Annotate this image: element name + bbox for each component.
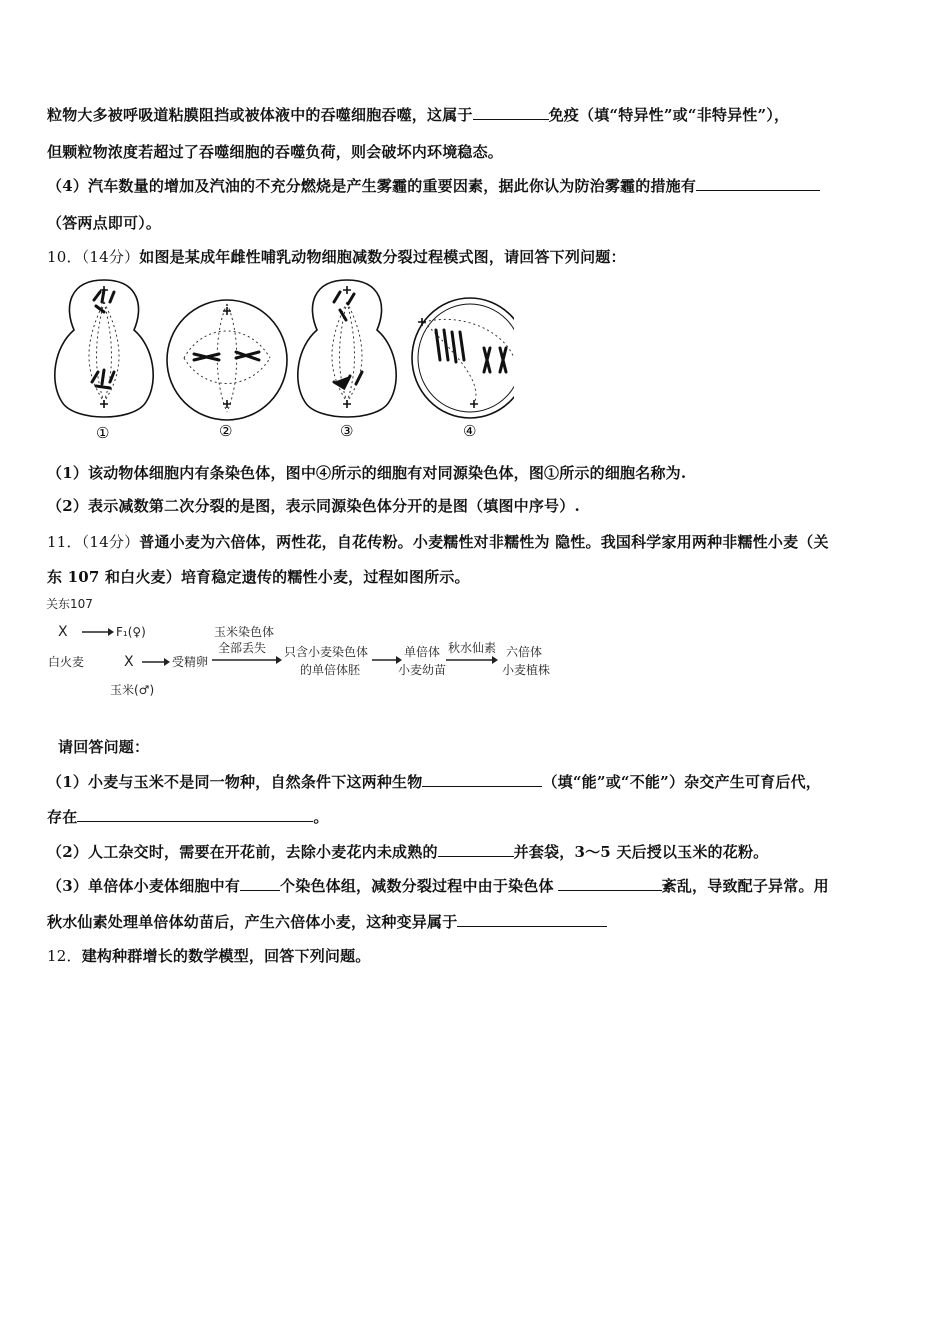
hexaploid-plant-a: 六倍体 [506, 645, 543, 659]
question-11-sub-3b: 秋水仙素处理单倍体幼苗后，产生六倍体小麦，这种变异属于 [47, 911, 607, 932]
question-12-stem: 12．建构种群增长的数学模型，回答下列问题。 [47, 947, 371, 965]
cross-symbol-2: X [124, 654, 134, 670]
question-11-stem-a: 11．（14分）普通小麦为六倍体，两性花，自花传粉。小麦糯性对非糯性为 隐性。我国科学家用两种非糯性小麦（关 [47, 533, 829, 551]
parent-baihuomai: 白火麦 [48, 655, 85, 669]
answer-blank[interactable] [696, 176, 820, 191]
answer-blank[interactable] [422, 772, 542, 787]
meiosis-cell-figure [44, 272, 514, 447]
question-4: （4）汽车数量的增加及汽油的不充分燃烧是产生雾霾的重要因素，据此你认为防治雾霾的措施有 [47, 175, 820, 196]
cross-symbol-1: X [58, 624, 68, 640]
parent-guandong-107: 关东107 [46, 597, 93, 611]
haploid-embryo-b: 的单倍体胚 [300, 663, 361, 677]
question-11-prompt: 请回答问题： [58, 738, 150, 756]
question-10-stem: 10．（14分）如图是某成年雌性哺乳动物细胞减数分裂过程模式图，请回答下列问题： [47, 248, 626, 266]
answer-blank[interactable] [558, 876, 662, 891]
question-10-sub-2: （2）表示减数第二次分裂的是图，表示同源染色体分开的是图（填图中序号）. [47, 497, 580, 515]
step-corn-chromosome-a: 玉米染色体 [214, 625, 275, 639]
hexaploid-plant-b: 小麦植株 [502, 663, 551, 677]
cell-label-4: ④ [463, 422, 477, 440]
question-11-stem-b: 东 107 和白火麦）培育稳定遗传的糯性小麦，过程如图所示。 [47, 568, 470, 586]
question-11-sub-3a: （3）单倍体小麦体细胞中有 个染色体组，减数分裂过程中由于染色体 紊乱，导致配子异常。用 [47, 877, 829, 895]
cell-label-1: ① [96, 424, 110, 442]
corn-male: 玉米(♂) [110, 683, 155, 697]
para-line-1: 粒物大多被呼吸道粘膜阻挡或被体液中的吞噬细胞吞噬，这属于 免疫（填“特异性”或“非特异性”）， [47, 106, 790, 124]
answer-blank[interactable] [240, 876, 280, 891]
question-11-sub-1b: 存在 。 [47, 808, 329, 826]
question-10-sub-1: （1）该动物体细胞内有条染色体，图中④所示的细胞有对同源染色体，图①所示的细胞名称为. [47, 464, 687, 482]
answer-blank[interactable] [438, 842, 514, 857]
haploid-seedling-a: 单倍体 [404, 645, 441, 659]
question-11-sub-1a: （1）小麦与玉米不是同一物种，自然条件下这两种生物 （填“能”或“不能”）杂交产生可育后代， [47, 773, 821, 791]
cell-label-2: ② [219, 422, 233, 440]
cell-label-3: ③ [340, 422, 354, 440]
answer-blank[interactable] [77, 807, 313, 822]
f1-female: F₁(♀) [116, 625, 146, 639]
breeding-flow-diagram [44, 596, 564, 704]
answer-blank[interactable] [473, 105, 549, 120]
haploid-seedling-b: 小麦幼苗 [398, 663, 447, 677]
step-corn-chromosome-b: 全部丢失 [218, 641, 267, 655]
question-4-tail: （答两点即可）。 [47, 214, 162, 232]
answer-blank[interactable] [457, 912, 607, 927]
zygote: 受精卵 [172, 655, 209, 669]
para-line-2: 但颗粒物浓度若超过了吞噬细胞的吞噬负荷，则会破坏内环境稳态。 [47, 143, 504, 161]
step-colchicine: 秋水仙素 [448, 641, 497, 655]
haploid-embryo-a: 只含小麦染色体 [284, 645, 369, 659]
question-11-sub-2: （2）人工杂交时，需要在开花前，去除小麦花内未成熟的 并套袋，3～5 天后授以玉米的花粉。 [47, 843, 769, 861]
